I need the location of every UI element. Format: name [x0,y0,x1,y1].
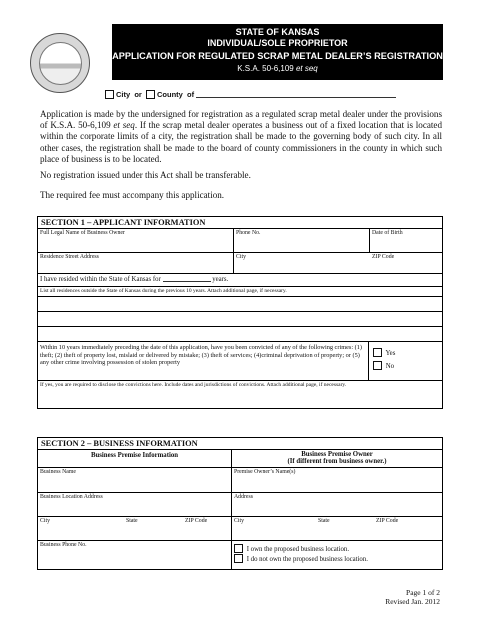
residence-line-3[interactable] [38,326,442,341]
of-label: of [187,90,195,99]
residence-city-field[interactable]: City [236,254,246,260]
residence-row [38,252,442,273]
own-option[interactable]: I own the proposed business location. [234,544,442,554]
premise-info-heading: Business Premise Information [38,450,232,467]
city-state-zip-row [38,516,442,540]
section1-title-row [38,217,442,228]
ownership-options [232,541,442,569]
yes-option[interactable]: Yes [373,347,442,360]
dob-field[interactable]: Date of Birth [372,230,403,236]
header-title: APPLICATION FOR REGULATED SCRAP METAL DEALER’S REGISTRATION [112,51,443,61]
city-checkbox[interactable] [105,90,114,99]
resided-text: I have resided within the State of Kansas for years. [40,276,229,283]
section-applicant [37,216,443,409]
owner-zip-label: ZIP Code [376,518,399,524]
section2-title-row [38,438,442,449]
years-field[interactable] [163,281,211,282]
residence-zip-field[interactable]: ZIP Code [372,254,395,260]
form-header [112,24,443,80]
page-footer [385,588,440,606]
owner-city-state-zip[interactable] [232,517,442,540]
not-own-checkbox[interactable] [234,554,243,563]
page-number: Page 1 of 2 [406,588,440,597]
location-row [38,492,442,516]
conviction-options [369,342,442,380]
header-subtitle: INDIVIDUAL/SOLE PROPRIETOR [207,38,348,48]
business-zip-label: ZIP Code [185,518,208,524]
crimes-row [38,341,442,380]
premise-owner-heading: Business Premise Owner (If different from business owner.) [287,451,387,466]
residences-instruction: List all residences outside the State of Kansas during the previous 10 years. Attach additional page, if necessary. [40,288,287,294]
transfer-notice: No registration issued under this Act shall be transferable. [40,170,251,180]
residence-line-2[interactable] [38,311,442,326]
location-address-field[interactable]: Business Location Address [38,493,232,516]
business-name-field[interactable]: Business Name [38,468,232,492]
owner-address-field[interactable]: Address [234,494,253,500]
business-city-state-zip[interactable] [38,517,232,540]
section1-title: SECTION 1 – APPLICANT INFORMATION [41,218,206,227]
header-state: STATE OF KANSAS [235,27,320,37]
yes-checkbox[interactable] [373,348,382,357]
owner-state-label: State [318,518,330,524]
no-option[interactable]: No [373,360,442,373]
business-city-label: City [40,518,50,524]
business-name-row [38,467,442,492]
business-phone-field[interactable]: Business Phone No. [38,541,232,569]
crimes-question: Within 10 years immediately preceding the date of this application, have you been convicted of any of the following crimes: (1) theft; (2) theft of property lost, mislaid or delivered by mistake; (3) theft of services; (4)criminal deprivation of property; or (5) any other crime involving possession of stolen property [38,342,369,380]
resided-row [38,273,442,286]
city-label: City [116,90,131,99]
header-statute: K.S.A. 50-6,109 et seq [237,64,318,73]
no-checkbox[interactable] [373,361,382,370]
residence-line-1[interactable] [38,296,442,311]
disclose-row[interactable] [38,380,442,407]
county-checkbox[interactable] [146,90,155,99]
county-label: County [157,90,183,99]
disclose-instruction: If yes, you are required to disclose the convictions here. Include dates and jurisdictions of convictions. Attach additional page, if necessary. [40,382,347,388]
phone-field[interactable]: Phone No. [234,229,370,252]
fee-notice: The required fee must accompany this application. [40,190,225,200]
section2-title: SECTION 2 – BUSINESS INFORMATION [41,439,198,448]
business-state-label: State [126,518,138,524]
residence-field[interactable]: Residence Street Address [38,253,234,273]
full-name-field[interactable]: Full Legal Name of Business Owner [38,229,234,252]
or-label: or [134,90,142,99]
section-business [37,437,443,570]
own-checkbox[interactable] [234,544,243,553]
jurisdiction-name-field[interactable] [196,97,396,98]
state-seal [30,33,90,93]
phone-ownership-row [38,540,442,569]
jurisdiction-line [105,90,396,99]
revision-date: Revised Jan. 2012 [385,597,440,606]
residences-heading-row [38,286,442,296]
not-own-option[interactable]: I do not own the proposed business location. [234,554,442,564]
owner-city-label: City [234,518,244,524]
premise-header-row [38,449,442,467]
intro-paragraph: Application is made by the undersigned for registration as a regulated scrap metal dealer under the provisions of K.S.A. 50-6,109 et seq. If the scrap metal dealer operates a business out of a fixed location that is located within the corporate limits of a city, the registration shall be made to the governing body of such city. In all other cases, the registration shall be made to the board of county commissioners in the county in which such place of business is to be located. [40,109,442,164]
owner-row [38,228,442,252]
owner-names-field[interactable]: Premise Owner’s Name(s) [234,469,296,475]
